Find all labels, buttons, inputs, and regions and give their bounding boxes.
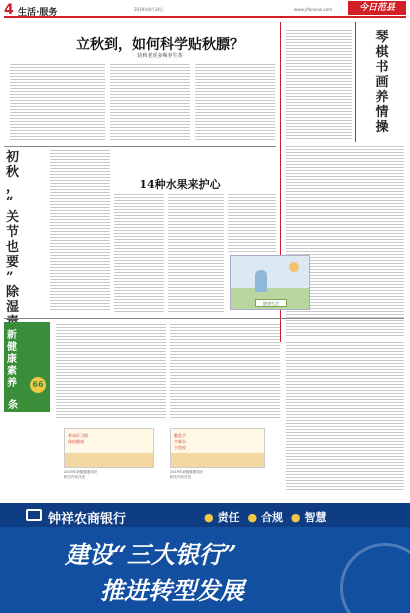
ad-headline-line2: 推进转型发展 — [100, 576, 244, 605]
lower-right-body — [286, 342, 404, 492]
bank-slogan: ● 责任 ● 合规 ● 智慧 — [204, 511, 327, 524]
person-figure — [255, 270, 267, 292]
page-number: 4 — [4, 2, 14, 18]
right-article-body — [286, 30, 352, 140]
decorative-flower — [340, 543, 410, 613]
count-badge: 66 — [30, 377, 46, 393]
column-divider — [355, 22, 356, 142]
main-article-subtitle: 防秋老虎多喝养生茶 — [137, 53, 183, 59]
comic-panel: 养成好习惯 保持健康 — [64, 428, 154, 468]
section-divider — [4, 318, 404, 319]
health-illustration — [230, 255, 310, 310]
health-literacy-body-col1 — [56, 324, 166, 420]
middle-article-body-col2 — [168, 194, 224, 314]
left-article-title: 初 秋 ， “ 关 节 也 要 ” 除 湿 — [6, 150, 20, 315]
left-article-body — [50, 150, 110, 310]
health-literacy-panel — [4, 322, 50, 412]
bank-logo-icon — [26, 509, 42, 521]
page-header — [4, 4, 406, 18]
main-article-body-col1 — [10, 64, 105, 140]
count-suffix: 条 — [8, 400, 18, 411]
comic-panel: 勤洗手 多喝水 少熬夜 — [170, 428, 265, 468]
ad-headline-line1: 建设“三大银行” — [65, 540, 237, 569]
right-article-title: 琴 棋 书 画 养 情 操 — [375, 30, 389, 135]
middle-article-title: 14种水果来护心 — [139, 178, 221, 191]
illustration-label: 健康生活 — [255, 299, 287, 307]
middle-article-body-col3 — [228, 194, 276, 252]
comic-caption: 2019年新版健康知识 相关内容详见 — [64, 470, 98, 479]
middle-article-body-col1 — [114, 194, 164, 314]
health-literacy-title: 新 健 康 素 养 — [7, 330, 17, 389]
bank-name: 钟祥农商银行 — [48, 512, 127, 527]
site-url: www.jrfanxian.com — [294, 7, 333, 12]
section-divider — [4, 146, 276, 147]
main-article-title: 立秋到，如何科学贴秋膘？ — [76, 37, 244, 53]
issue-date: 2019年8月24日 — [134, 7, 164, 12]
main-article-body-col2 — [110, 64, 190, 140]
sun-icon — [289, 262, 299, 272]
bank-advertisement — [0, 503, 410, 613]
section-name: 生活·服务 — [18, 8, 58, 18]
health-literacy-body-col2 — [170, 324, 280, 420]
main-article-body-col3 — [195, 64, 275, 140]
comic-caption: 2019年新版健康知识 相关内容详见 — [170, 470, 204, 479]
masthead-logo: 今日范县 — [348, 1, 406, 15]
